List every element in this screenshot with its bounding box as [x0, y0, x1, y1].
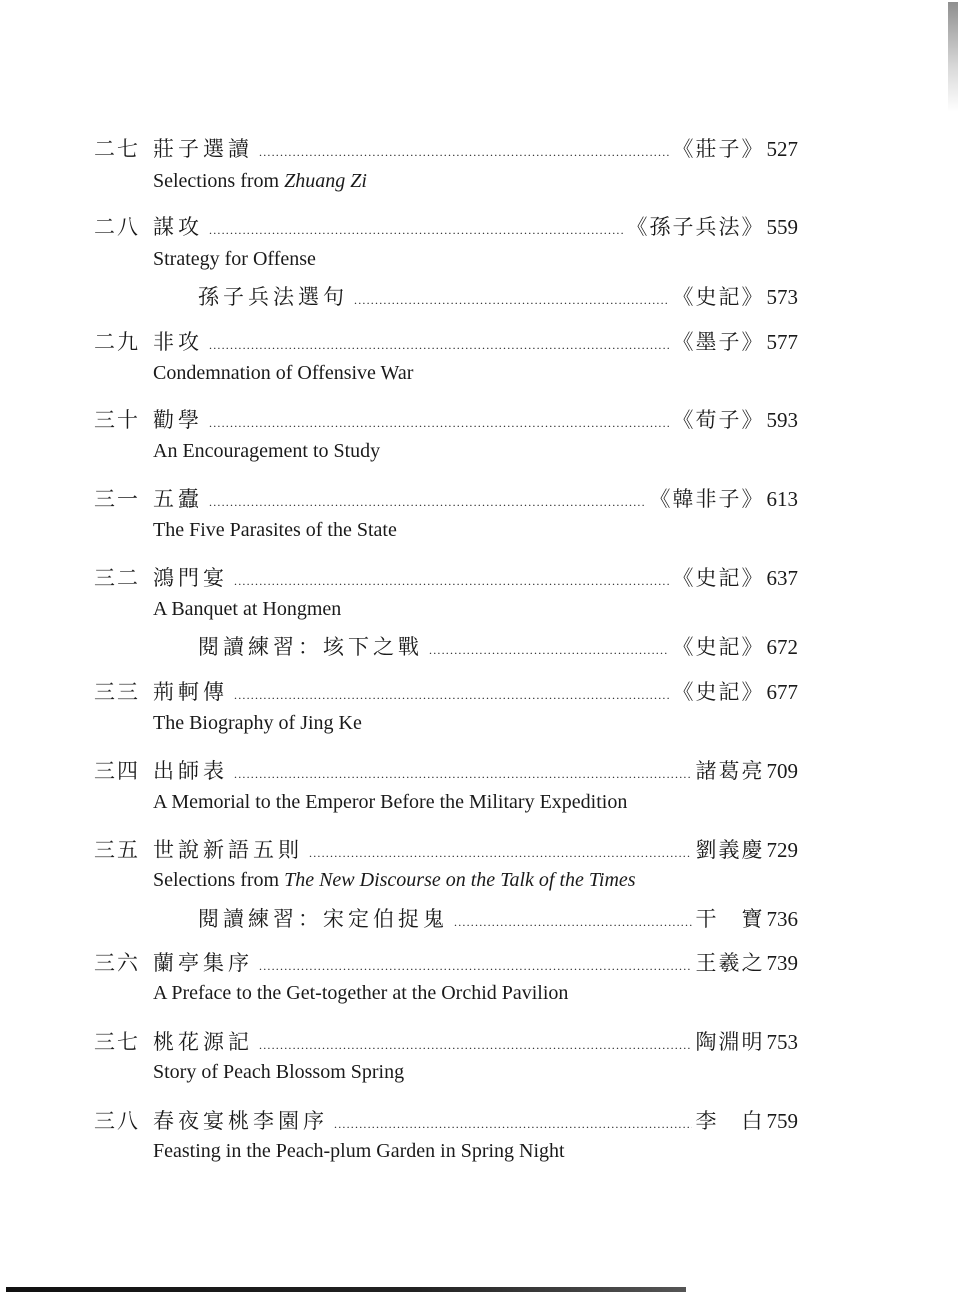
- english-title-text: Condemnation of Offensive War: [153, 362, 414, 384]
- dot-leader: [209, 417, 669, 429]
- chapter-source: 劉義慶: [695, 838, 765, 862]
- english-title-text: A Banquet at Hongmen: [153, 598, 342, 620]
- sub-source: 《史記》: [672, 285, 765, 309]
- chapter-title: 蘭亭集序: [153, 951, 253, 975]
- sub-title: 閱讀練習：宋定伯捉鬼: [198, 907, 448, 931]
- toc-title-line: [153, 1105, 798, 1135]
- english-title-text: Selections from: [153, 170, 285, 192]
- chapter-source: 李 白: [695, 1109, 765, 1133]
- english-title: [153, 1061, 404, 1084]
- chapter-number: 三二: [94, 566, 140, 590]
- page-number: 677: [766, 680, 798, 704]
- english-title-text: An Encouragement to Study: [153, 440, 381, 462]
- english-title-text: The Biography of Jing Ke: [153, 712, 362, 734]
- toc-title-line: [153, 133, 798, 163]
- english-title: [153, 1140, 565, 1163]
- dot-leader: [234, 575, 669, 587]
- chapter-title: 出師表: [153, 759, 228, 783]
- dot-leader: [334, 1118, 692, 1130]
- sub-source: 《史記》: [672, 635, 765, 659]
- page-number: 577: [766, 330, 798, 354]
- chapter-source: 王羲之: [695, 951, 765, 975]
- chapter-number: 三五: [94, 838, 140, 862]
- dot-leader: [454, 916, 692, 928]
- english-title-text: The Five Parasites of the State: [153, 519, 397, 541]
- chapter-title: 非攻: [153, 330, 203, 354]
- english-title-italic: The New Discourse on the Talk of the Times: [284, 869, 636, 891]
- english-title: [153, 869, 636, 892]
- english-title: [153, 982, 568, 1005]
- toc-title-line: [153, 1026, 798, 1056]
- dot-leader: [209, 339, 669, 351]
- english-title-text: A Memorial to the Emperor Before the Military Expedition: [153, 791, 628, 813]
- chapter-source: 《史記》: [672, 566, 765, 590]
- page-number: 709: [766, 759, 798, 783]
- toc-title-line: [153, 755, 798, 785]
- chapter-source: 《莊子》: [672, 137, 765, 161]
- toc-title-line: [153, 483, 798, 513]
- dot-leader: [429, 644, 669, 656]
- english-title: [153, 440, 380, 463]
- chapter-source: 《韓非子》: [649, 487, 765, 511]
- chapter-source: 《墨子》: [672, 330, 765, 354]
- page-number: 593: [766, 408, 798, 432]
- dot-leader: [259, 960, 692, 972]
- toc-sub-entry[interactable]: [198, 281, 798, 311]
- chapter-number: 二九: [94, 330, 140, 354]
- chapter-title: 莊子選讀: [153, 137, 253, 161]
- english-title: [153, 712, 362, 735]
- toc-title-line: [153, 326, 798, 356]
- page-number: 729: [766, 838, 798, 862]
- chapter-number: 三八: [94, 1109, 140, 1133]
- chapter-number: 三四: [94, 759, 140, 783]
- page-number: 637: [766, 566, 798, 590]
- page-number: 613: [766, 487, 798, 511]
- page-number: 739: [766, 951, 798, 975]
- chapter-source: 《孫子兵法》: [626, 215, 765, 239]
- toc-title-line: [153, 947, 798, 977]
- chapter-title: 春夜宴桃李園序: [153, 1109, 328, 1133]
- chapter-source: 陶淵明: [695, 1030, 765, 1054]
- chapter-number: 三六: [94, 951, 140, 975]
- chapter-source: 《荀子》: [672, 408, 765, 432]
- dot-leader: [354, 294, 669, 306]
- page-number: 527: [766, 137, 798, 161]
- english-title-text: Story of Peach Blossom Spring: [153, 1061, 405, 1083]
- page-number: 736: [766, 907, 798, 931]
- toc-title-line: [153, 562, 798, 592]
- chapter-number: 二八: [94, 215, 140, 239]
- dot-leader: [234, 689, 669, 701]
- english-title: [153, 170, 367, 193]
- chapter-title: 勸學: [153, 408, 203, 432]
- sub-title: 閱讀練習：垓下之戰: [198, 635, 423, 659]
- english-title: [153, 791, 627, 814]
- dot-leader: [234, 768, 692, 780]
- chapter-title: 荊軻傳: [153, 680, 228, 704]
- chapter-number: 三三: [94, 680, 140, 704]
- toc-title-line: [153, 404, 798, 434]
- toc-title-line: [153, 211, 798, 241]
- chapter-title: 五蠹: [153, 487, 203, 511]
- dot-leader: [259, 1039, 692, 1051]
- english-title: [153, 519, 397, 542]
- dot-leader: [209, 224, 623, 236]
- bottom-rule: [6, 1287, 686, 1292]
- page-number: 573: [766, 285, 798, 309]
- sub-source: 干 寶: [695, 907, 765, 931]
- english-title-text: A Preface to the Get-together at the Orchid Pavilion: [153, 982, 569, 1004]
- toc-sub-entry[interactable]: [198, 631, 798, 661]
- dot-leader: [309, 847, 692, 859]
- chapter-number: 三十: [94, 408, 140, 432]
- page-number: 559: [766, 215, 798, 239]
- toc-title-line: [153, 834, 798, 864]
- scan-edge-artifact: [948, 2, 958, 112]
- english-title-text: Selections from: [153, 869, 285, 891]
- chapter-source: 《史記》: [672, 680, 765, 704]
- page-number: 759: [766, 1109, 798, 1133]
- chapter-source: 諸葛亮: [695, 759, 765, 783]
- dot-leader: [259, 146, 669, 158]
- english-title-italic: Zhuang Zi: [284, 170, 367, 192]
- chapter-number: 二七: [94, 137, 140, 161]
- chapter-title: 謀攻: [153, 215, 203, 239]
- english-title: [153, 362, 413, 385]
- chapter-title: 桃花源記: [153, 1030, 253, 1054]
- dot-leader: [209, 496, 646, 508]
- chapter-number: 三七: [94, 1030, 140, 1054]
- chapter-title: 鴻門宴: [153, 566, 228, 590]
- sub-title: 孫子兵法選句: [198, 285, 348, 309]
- english-title: [153, 248, 316, 271]
- english-title: [153, 598, 341, 621]
- chapter-title: 世說新語五則: [153, 838, 303, 862]
- chapter-number: 三一: [94, 487, 140, 511]
- english-title-text: Feasting in the Peach-plum Garden in Spring Night: [153, 1140, 565, 1162]
- toc-title-line: [153, 676, 798, 706]
- page-number: 753: [766, 1030, 798, 1054]
- page-number: 672: [766, 635, 798, 659]
- toc-sub-entry[interactable]: [198, 903, 798, 933]
- english-title-text: Strategy for Offense: [153, 248, 316, 270]
